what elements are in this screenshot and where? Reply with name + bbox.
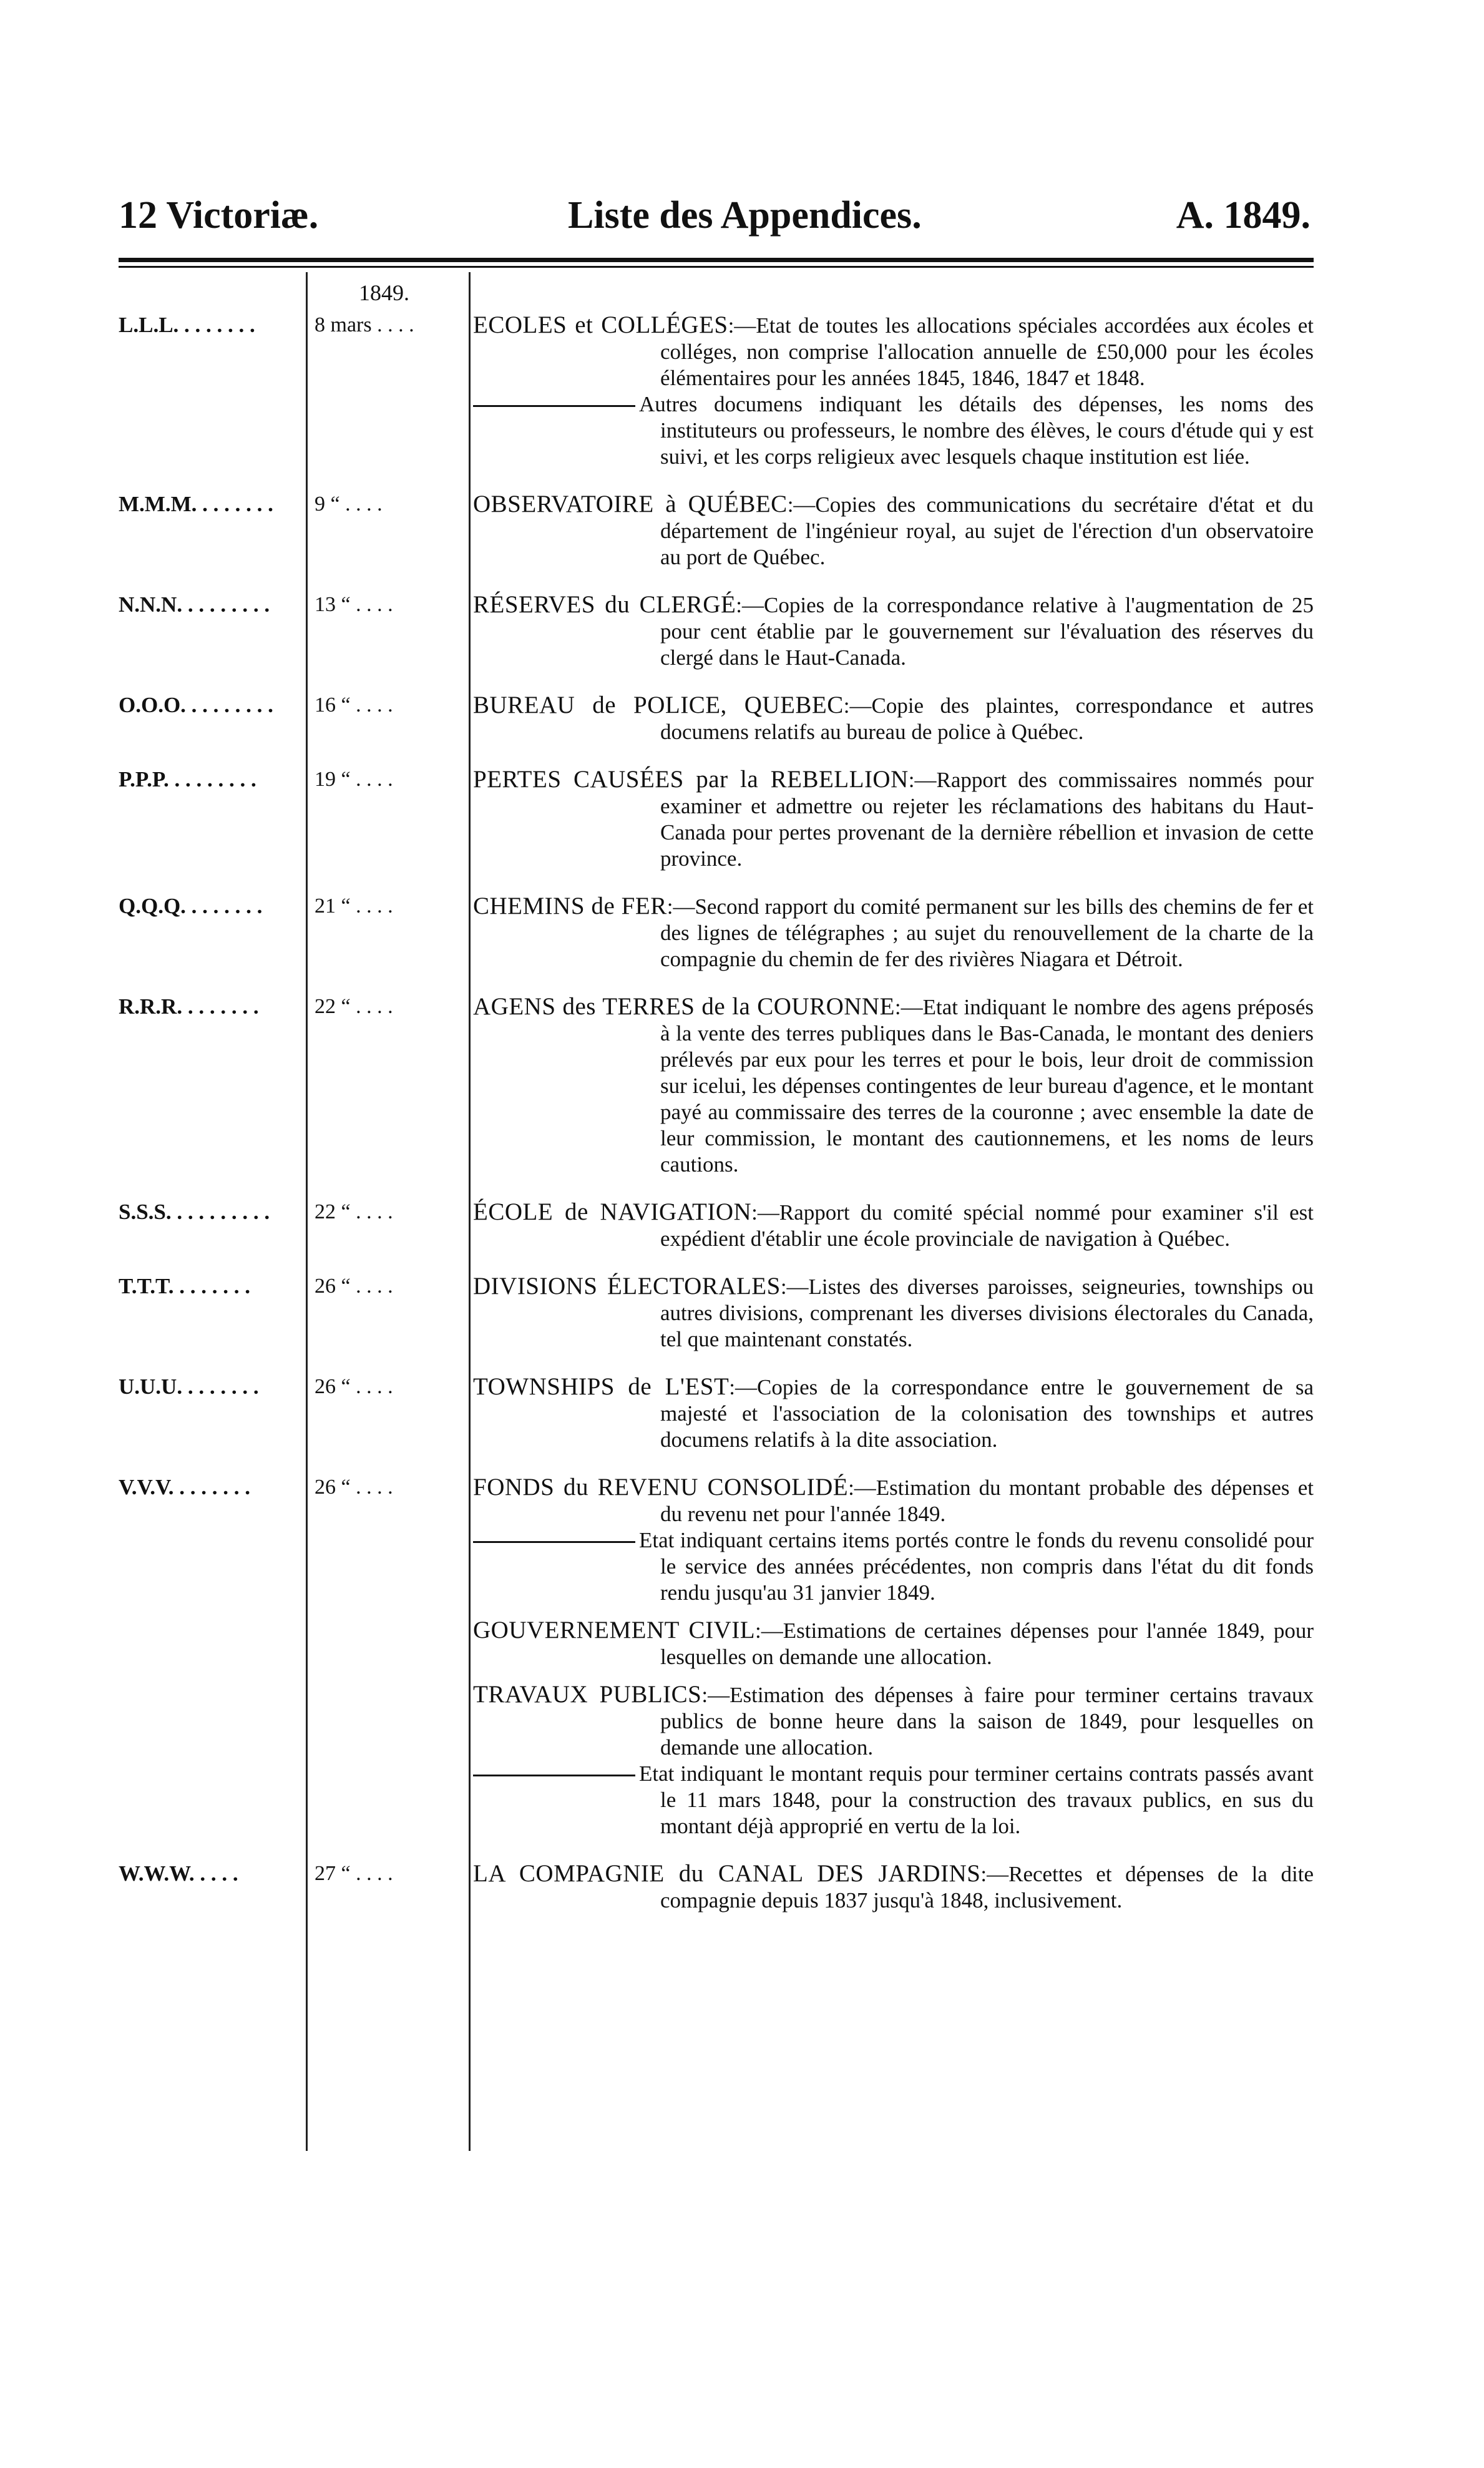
appendix-content [468, 1374, 1314, 1453]
appendix-entry [119, 1861, 1314, 1914]
appendix-date: 8 mars . . . . [315, 313, 414, 336]
appendix-continuation [473, 1527, 1314, 1606]
appendix-entry [119, 1374, 1314, 1453]
subject-title: ÉCOLE de NAVIGATION [473, 1198, 752, 1225]
appendix-content [468, 692, 1314, 745]
appendix-code: L.L.L. . . . . . . . [119, 313, 255, 337]
appendix-subject [473, 692, 1314, 745]
appendix-content [468, 766, 1314, 872]
header-rule-thin [119, 266, 1314, 268]
header-title: Liste des Appendices. [568, 194, 922, 237]
appendix-continuation [473, 1761, 1314, 1839]
appendix-entry [119, 692, 1314, 745]
appendix-content [468, 312, 1314, 470]
header-session: 12 Victoriæ. [119, 194, 319, 237]
subject-title: ECOLES et COLLÉGES [473, 311, 728, 338]
ditto-dash [473, 405, 635, 407]
header-year: A. 1849. [1176, 194, 1311, 237]
subject-text: :—Estimation des dépenses à faire pour terminer certains travaux publics de bonne heure dans la saison de 1849, pour lesquelles on demande une allocation. [660, 1683, 1314, 1760]
subject-title: GOUVERNEMENT CIVIL [473, 1617, 756, 1643]
header-rule-thick [119, 258, 1314, 262]
appendix-subject [473, 893, 1314, 972]
ditto-dash [473, 1775, 635, 1776]
appendix-code: Q.Q.Q. . . . . . . . [119, 894, 263, 918]
appendix-date: 22 “ . . . . [315, 995, 393, 1018]
appendix-code: R.R.R. . . . . . . . [119, 994, 259, 1019]
subject-title: PERTES CAUSÉES par la REBELLION [473, 766, 909, 793]
appendix-content [468, 1474, 1314, 1839]
appendix-content [468, 1199, 1314, 1252]
appendix-date: 26 “ . . . . [315, 1275, 393, 1298]
appendix-date: 27 “ . . . . [315, 1862, 393, 1885]
subject-text: :—Listes des diverses paroisses, seigneuries, townships ou autres divisions, comprenant les diverses divisions électorales du Canada, tel que maintenant constatés. [660, 1275, 1314, 1351]
subject-text: :—Copie des plaintes, correspondance et autres documens relatifs au bureau de police à Québec. [660, 693, 1314, 744]
appendix-subject [473, 1617, 1314, 1670]
appendix-subject [473, 1861, 1314, 1914]
subject-text: :—Copies de la correspondance relative à l'augmentation de 25 pour cent établie par le gouvernement sur l'évaluation des réserves du clergé dans le Haut-Canada. [660, 593, 1314, 670]
appendix-code: V.V.V. . . . . . . . [119, 1475, 251, 1499]
appendix-subject [473, 1374, 1314, 1453]
appendix-code: W.W.W. . . . . [119, 1861, 238, 1886]
appendix-code: P.P.P. . . . . . . . . [119, 767, 256, 791]
appendix-content [468, 1861, 1314, 1914]
ditto-dash [473, 1541, 635, 1543]
appendix-subject [473, 592, 1314, 671]
subject-title: BUREAU de POLICE, QUEBEC [473, 692, 844, 718]
appendix-entry [119, 592, 1314, 671]
subject-title: FONDS du REVENU CONSOLIDÉ [473, 1474, 849, 1501]
appendix-list [119, 312, 1314, 1935]
appendix-date: 13 “ . . . . [315, 593, 393, 616]
appendix-date: 26 “ . . . . [315, 1476, 393, 1499]
appendix-date: 19 “ . . . . [315, 768, 393, 791]
subject-text: :—Copies des communications du secrétaire d'état et du département de l'ingénieur royal, au sujet de l'érection d'un observatoire au port de Québec. [660, 492, 1314, 569]
year-label: 1849. [359, 280, 409, 305]
appendix-content [468, 592, 1314, 671]
appendix-entry [119, 994, 1314, 1178]
appendix-subject [473, 994, 1314, 1178]
appendix-subject [473, 1199, 1314, 1252]
subject-text: :—Rapport des commissaires nommés pour examiner et admettre ou rejeter les réclamations des habitans du Haut-Canada pour pertes provenant de la dernière rébellion et invasion de cette province. [660, 768, 1314, 871]
subject-text: :—Copies de la correspondance entre le gouvernement de sa majesté et l'association de la colonisation des townships et autres documens relatifs à la dite association. [660, 1375, 1314, 1452]
subject-text: :—Estimations de certaines dépenses pour l'année 1849, pour lesquelles on demande une allocation. [660, 1618, 1314, 1669]
appendix-code: M.M.M. . . . . . . . [119, 492, 273, 516]
appendix-subject [473, 1682, 1314, 1761]
appendix-entry [119, 1199, 1314, 1252]
appendix-continuation [473, 391, 1314, 470]
subject-title: AGENS des TERRES de la COURONNE [473, 993, 895, 1020]
appendix-subject [473, 1273, 1314, 1353]
appendix-entry [119, 491, 1314, 570]
appendix-subject [473, 312, 1314, 391]
appendix-code: T.T.T. . . . . . . . [119, 1274, 250, 1298]
subject-text: :—Recettes et dépenses de la dite compagnie depuis 1837 jusqu'à 1848, inclusivement. [660, 1862, 1314, 1912]
subject-title: LA COMPAGNIE du CANAL DES JARDINS [473, 1860, 981, 1887]
appendix-code: U.U.U. . . . . . . . [119, 1374, 259, 1399]
subject-title: TRAVAUX PUBLICS [473, 1681, 702, 1708]
appendix-date: 9 “ . . . . [315, 492, 383, 516]
subject-title: RÉSERVES du CLERGÉ [473, 591, 736, 618]
running-header [119, 193, 1311, 243]
appendix-date: 16 “ . . . . [315, 693, 393, 717]
subject-text: Etat indiquant certains items portés contre le fonds du revenu consolidé pour le service des années précédentes, non compris dans l'état du dit fonds rendu jusqu'au 31 janvier 1849. [639, 1528, 1314, 1605]
appendix-entry [119, 766, 1314, 872]
appendix-date: 21 “ . . . . [315, 894, 393, 918]
appendix-code: O.O.O. . . . . . . . . [119, 693, 273, 717]
appendix-code: N.N.N. . . . . . . . . [119, 592, 270, 617]
appendix-content [468, 994, 1314, 1178]
appendix-entry [119, 1474, 1314, 1839]
subject-text: :—Etat indiquant le nombre des agens préposés à la vente des terres publiques dans le Bas-Canada, le montant des deniers prélevés par eux pour les terres et pour le bois, leur droit de commission sur icelui, les dépenses contingentes de leur bureau d'agence, et le montant payé au commissaire des terres de la couronne ; avec ensemble la date de leur commission, le montant des cautionnemens, et les noms de leurs cautions. [660, 995, 1314, 1177]
subject-text: :—Second rapport du comité permanent sur les bills des chemins de fer et des lignes de télégraphes ; au sujet du renouvellement de la charte de la compagnie du chemin de fer des rivières Niagara et Détroit. [660, 894, 1314, 971]
subject-text: :—Estimation du montant probable des dépenses et du revenu net pour l'année 1849. [660, 1476, 1314, 1526]
appendix-entry [119, 893, 1314, 972]
appendix-subject [473, 491, 1314, 570]
appendix-entry [119, 312, 1314, 470]
appendix-subject [473, 1474, 1314, 1527]
appendix-date: 22 “ . . . . [315, 1200, 393, 1223]
appendix-content [468, 893, 1314, 972]
subject-text: Etat indiquant le montant requis pour terminer certains contrats passés avant le 11 mars 1848, pour la construction des travaux publics, en sus du montant déjà approprié en vertu de la loi. [639, 1761, 1314, 1838]
subject-title: CHEMINS de FER [473, 893, 667, 919]
appendix-entry [119, 1273, 1314, 1353]
appendix-content [468, 1273, 1314, 1353]
appendix-date: 26 “ . . . . [315, 1375, 393, 1398]
subject-text: :—Etat de toutes les allocations spéciales accordées aux écoles et colléges, non comprise l'allocation annuelle de £50,000 pour les écoles élémentaires pour les années 1845, 1846, 1847 et 1848. [660, 313, 1314, 390]
subject-title: TOWNSHIPS de L'EST [473, 1373, 730, 1400]
appendix-code: S.S.S. . . . . . . . . . [119, 1200, 270, 1224]
appendix-subject [473, 766, 1314, 872]
subject-text: Autres documens indiquant les détails des dépenses, les noms des instituteurs ou professeurs, le nombre des élèves, le cours d'étude qui y est suivi, et les corps religieux avec lesquels chaque institution est liée. [639, 392, 1314, 469]
subject-title: DIVISIONS ÉLECTORALES [473, 1273, 781, 1300]
subject-text: :—Rapport du comité spécial nommé pour examiner s'il est expédient d'établir une école provinciale de navigation à Québec. [660, 1200, 1314, 1251]
appendix-content [468, 491, 1314, 570]
subject-title: OBSERVATOIRE à QUÉBEC [473, 491, 788, 517]
